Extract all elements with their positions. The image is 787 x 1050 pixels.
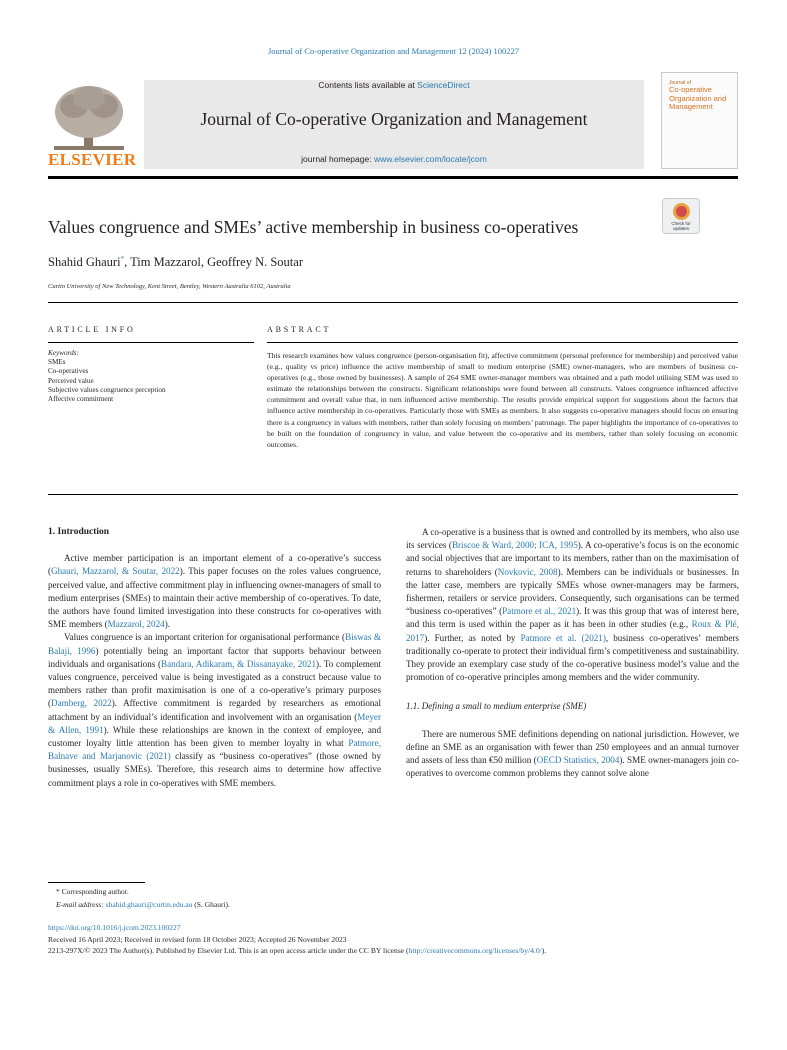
paragraph-text: ). SME owner-managers join co-operatives to overcome common problems they cannot solve alone — [406, 755, 739, 779]
corresponding-author-mark[interactable]: * — [120, 255, 125, 263]
author-name[interactable]: Tim Mazzarol — [130, 255, 201, 270]
citation-link[interactable]: Bandara, Adikaram, & Dissanayake, 2021 — [161, 658, 317, 669]
paragraph-text: A co-operative is a business that is owned and controlled by its members, who also use its services ( — [406, 527, 739, 551]
citation-link[interactable]: OECD Statistics, 2004 — [536, 755, 620, 766]
keyword: Subjective values congruence perception — [48, 385, 166, 394]
article-title: Values congruence and SMEs’ active membership in business co-operatives — [48, 217, 579, 237]
paragraph-text: Values congruence is an important criterion for organisational performance ( — [64, 632, 346, 643]
body-paragraph — [406, 526, 739, 684]
footnotes — [56, 886, 230, 911]
body-column-right — [406, 526, 739, 780]
divider — [48, 342, 254, 343]
citation-link[interactable]: Meyer & Allen, 1991 — [48, 711, 381, 735]
license-suffix: ). — [541, 946, 547, 955]
cover-title: Co-operative Organization and Management — [669, 85, 727, 111]
body-paragraph — [48, 552, 381, 631]
journal-cover-thumbnail[interactable] — [661, 72, 738, 169]
license-link[interactable]: http://creativecommons.org/licenses/by/4.0/ — [408, 946, 542, 955]
check-for-updates-badge[interactable] — [662, 198, 700, 234]
divider — [48, 302, 738, 303]
author-separator: , — [200, 255, 208, 270]
author-separator: , — [124, 255, 131, 270]
homepage-link[interactable]: www.elsevier.com/locate/jcom — [373, 154, 487, 164]
license-line — [48, 945, 748, 957]
paragraph-text: ). To complement values congruence, perceived value is being investigated as a construct because value to members rather than profit maximisation is one of a co-operative’s primary purposes ( — [48, 658, 381, 709]
author-name[interactable]: Shahid Ghauri — [48, 255, 121, 270]
keyword: Affective commitment — [48, 395, 114, 404]
email-link[interactable]: shahid.ghauri@curtin.edu.au — [105, 899, 193, 909]
journal-title: Journal of Co-operative Organization and Management — [200, 109, 588, 129]
elsevier-wordmark: ELSEVIER — [48, 150, 137, 169]
citation-link[interactable]: Ghauri, Mazzarol, & Soutar, 2022 — [51, 566, 180, 577]
divider — [48, 494, 738, 495]
received-dates: Received 16 April 2023; Received in revised form 18 October 2023; Accepted 26 November 2023 — [48, 934, 347, 944]
paragraph-text: ). While these relationships are known in the context of employee, and customer loyalty little attention has been given to member loyalty in what — [48, 724, 381, 749]
footnote-rule — [48, 882, 145, 883]
divider — [267, 342, 738, 343]
paragraph-text: ). Affective commitment is regarded by researchers as emotional attachment by an individual’s identification and involvement with an organisation ( — [48, 698, 382, 722]
abstract-text: This research examines how values congruence (person-organisation fit), affective commitment (personal preference for membership) and perceived value (e.g., quality vs price) influence the active membership of small to medium enterprise (SME) owner-managers, who are members of business co-operatives (e.g., those owned by businesses). A sample of 264 SME owner-manager members was obtained and a path model utilising SEM was used to estimate the relationships between the constructs. Significant relationships were found between all constructs. Values congruence influenced affective commitment and overall value that, in turn influenced active membership. The results provide empirical support for suggestions about the factors that influence active membership in co-operatives. Particularly those with SMEs as members. It also suggests co-operative managers should focus on ensuring there is a congruency in values with members, rather than solely focusing on members’ patronage. The paper highlights the importance of co-operatives to be built on the foundation of congruency in value, and value between the co-operative and its members, rather than solely focusing on economic outcomes. — [267, 351, 738, 449]
footnote-mark: * — [56, 887, 62, 896]
citation-link[interactable]: Novkovic, 2008 — [497, 566, 558, 577]
publication-info — [48, 922, 748, 957]
paragraph-text: ) potentially being an important factor that supports behaviour between individuals and organisations ( — [48, 645, 382, 669]
paragraph-text: ). Members can be individuals or businesses. In the latter case, members are typically SMEs whose owner-managers may be farmers, fishermen, retailers or service providers. Consequently, such organisations can be termed “business co-operatives” ( — [406, 566, 739, 617]
sciencedirect-link[interactable]: ScienceDirect — [417, 80, 470, 90]
introduction-heading: 1. Introduction — [48, 527, 110, 537]
journal-header-box — [144, 80, 644, 169]
paragraph-text: Active member participation is an important element of a co-operative’s success ( — [48, 553, 381, 577]
email-note — [56, 899, 230, 912]
paragraph-text: ). It was this group that was of interest here, and this term is used within the paper as it has been in other studies (e.g., — [406, 606, 739, 630]
author-name[interactable]: Geoffrey N. Soutar — [207, 255, 303, 270]
body-paragraph — [48, 631, 381, 789]
keyword: Co-operatives — [48, 367, 89, 376]
body-column-left — [48, 526, 381, 790]
paragraph-text: ). This paper focuses on the roles values congruence, perceived value, and affective commitment play in influencing owner-managers of small to medium enterprises (SMEs) to maintain their active membership of co-operatives. To date, the authors have found limited investigation into these constructs for co-operatives with SME members ( — [48, 566, 381, 630]
journal-citation-header[interactable]: Journal of Co-operative Organization and Management 12 (2024) 100227 — [268, 46, 519, 56]
paragraph-text: ). — [164, 619, 170, 630]
citation-link[interactable]: Patmore et al. (2021) — [520, 632, 606, 643]
article-info-heading: ARTICLE INFO — [48, 325, 136, 334]
license-prefix: 2213-297X/© 2023 The Author(s). Published by Elsevier Ltd. This is an open access article under the CC BY license ( — [48, 946, 409, 955]
crossmark-icon — [673, 203, 690, 220]
abstract-heading: ABSTRACT — [267, 325, 332, 334]
corresponding-author-note — [56, 886, 230, 899]
contents-line — [144, 80, 644, 90]
homepage-prefix: journal homepage: — [301, 154, 374, 164]
author-affiliation: Curtin University of New Technology, Kent Street, Bentley, Western Australia 6102, Australia — [48, 283, 291, 290]
citation-link[interactable]: Roux & Plé, 2017 — [406, 619, 739, 643]
citation-link[interactable]: Damberg, 2022 — [51, 698, 112, 709]
journal-masthead — [48, 68, 738, 173]
doi-link[interactable]: https://doi.org/10.1016/j.jcom.2023.100227 — [48, 923, 181, 932]
author-list — [48, 255, 303, 270]
email-label: E-mail address: — [56, 899, 106, 909]
homepage-line — [144, 154, 644, 164]
paragraph-text: ). A co-operative’s focus is on the economic and social objectives that are important to its members, rather than on the maximisation of returns to shareholders ( — [406, 540, 739, 577]
cover-small-text: Journal of — [669, 80, 691, 86]
subsection-heading: 1.1. Defining a small to medium enterprise (SME) — [406, 701, 587, 712]
check-updates-label: Check for updates — [671, 221, 691, 231]
citation-link[interactable]: Mazzarol, 2024 — [107, 619, 165, 630]
keywords-label: Keywords: — [48, 349, 79, 357]
citation-link[interactable]: Patmore, Balnave and Marjanovic (2021) — [48, 738, 381, 762]
keyword: SMEs — [48, 358, 66, 367]
paragraph-text: classify as “business co-operatives” (those owned by businesses, usually SMEs). Therefore, this research aims to determine how affective commitment plays a role in co-operatives with SME members. — [48, 751, 382, 788]
citation-link[interactable]: Patmore et al., 2021 — [502, 606, 577, 617]
keyword: Perceived value — [48, 376, 94, 385]
header-rule — [48, 176, 738, 179]
paragraph-text: , business co-operatives’ members traditionally co-operate to protect their individual firm’s competitiveness and sustainability. They provide an exemplary case study of the co-operative business model’s value and the promotion of co-operative principles among members and the wider community. — [406, 632, 739, 683]
citation-link[interactable]: Biswas & Balaji, 1996 — [48, 632, 381, 656]
keywords-block — [48, 349, 248, 404]
contents-prefix: Contents lists available at — [318, 80, 418, 90]
citation-link[interactable]: Briscoe & Ward, 2000; ICA, 1995 — [451, 540, 578, 551]
email-suffix: (S. Ghauri). — [192, 899, 230, 909]
body-paragraph — [406, 728, 739, 781]
paragraph-text: There are numerous SME definitions depending on national jurisdiction. However, we define an SME as an organisation with fewer than 250 employees and an annual turnover and assets of less than €50 million ( — [406, 728, 739, 766]
paragraph-text: ). Further, as noted by — [424, 632, 521, 643]
corresponding-label: Corresponding author. — [61, 887, 129, 896]
